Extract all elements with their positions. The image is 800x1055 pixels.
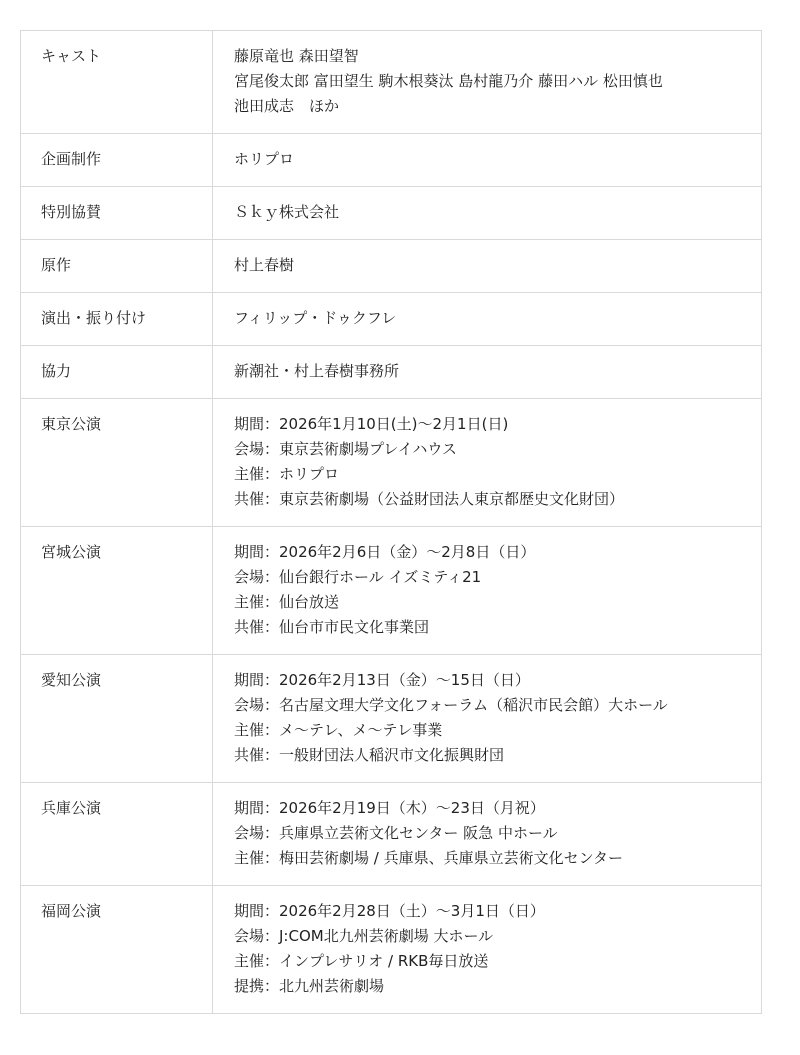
info-table-body — [21, 31, 762, 1014]
row-label: 福岡公演 — [21, 886, 213, 1014]
value-line: 村上春樹 — [234, 256, 295, 274]
value-line: 共催：一般財団法人稲沢市文化振興財団 — [234, 746, 505, 764]
value-line: 会場：名古屋文理大学文化フォーラム（稲沢市民会館）大ホール — [234, 696, 668, 714]
value-line: 期間：2026年2月6日（金）～2月8日（日） — [234, 543, 536, 561]
row-value — [213, 187, 762, 240]
value-line: Ｓｋｙ株式会社 — [234, 203, 340, 221]
row-label: 企画制作 — [21, 134, 213, 187]
row-value — [213, 346, 762, 399]
row-label: 原作 — [21, 240, 213, 293]
value-line: 共催：東京芸術劇場（公益財団法人東京都歴史文化財団） — [234, 490, 625, 508]
value-line: 期間：2026年1月10日(土)～2月1日(日) — [234, 415, 509, 433]
value-line: 主催：梅田芸術劇場 / 兵庫県、兵庫県立芸術文化センター — [234, 849, 623, 867]
table-row — [21, 399, 762, 527]
value-line: 会場：兵庫県立芸術文化センター 阪急 中ホール — [234, 824, 558, 842]
value-line: 提携：北九州芸術劇場 — [234, 977, 385, 995]
value-line: 共催：仙台市市民文化事業団 — [234, 618, 430, 636]
value-line: フィリップ・ドゥクフレ — [234, 309, 397, 327]
value-line: 宮尾俊太郎 富田望生 駒木根葵汰 島村龍乃介 藤田ハル 松田慎也 — [234, 72, 663, 90]
table-row — [21, 240, 762, 293]
row-label: 愛知公演 — [21, 655, 213, 783]
value-line: 会場：仙台銀行ホール イズミティ21 — [234, 568, 482, 586]
value-line: ホリプロ — [234, 150, 295, 168]
row-value — [213, 31, 762, 134]
table-row — [21, 783, 762, 886]
value-line: 主催：メ～テレ、メ～テレ事業 — [234, 721, 443, 739]
value-line: 主催：ホリプロ — [234, 465, 340, 483]
table-row — [21, 293, 762, 346]
row-label: 東京公演 — [21, 399, 213, 527]
table-row — [21, 134, 762, 187]
table-row — [21, 187, 762, 240]
info-table — [20, 30, 762, 1014]
table-row — [21, 655, 762, 783]
row-value — [213, 240, 762, 293]
value-line: 期間：2026年2月28日（土）～3月1日（日） — [234, 902, 545, 920]
value-line: 会場：J:COM北九州芸術劇場 大ホール — [234, 927, 494, 945]
row-value — [213, 527, 762, 655]
row-value — [213, 655, 762, 783]
row-label: 兵庫公演 — [21, 783, 213, 886]
value-line: 主催：インプレサリオ / RKB毎日放送 — [234, 952, 489, 970]
row-value — [213, 783, 762, 886]
row-label: 演出・振り付け — [21, 293, 213, 346]
row-value — [213, 293, 762, 346]
table-row — [21, 527, 762, 655]
value-line: 会場：東京芸術劇場プレイハウス — [234, 440, 457, 458]
value-line: 期間：2026年2月13日（金）～15日（日） — [234, 671, 530, 689]
row-label: 協力 — [21, 346, 213, 399]
row-label: 宮城公演 — [21, 527, 213, 655]
table-row — [21, 886, 762, 1014]
table-row — [21, 346, 762, 399]
row-value — [213, 886, 762, 1014]
row-value — [213, 399, 762, 527]
table-row — [21, 31, 762, 134]
row-value — [213, 134, 762, 187]
row-label: 特別協賛 — [21, 187, 213, 240]
value-line: 期間：2026年2月19日（木）～23日（月祝） — [234, 799, 545, 817]
value-line: 藤原竜也 森田望智 — [234, 47, 359, 65]
row-label: キャスト — [21, 31, 213, 134]
value-line: 新潮社・村上春樹事務所 — [234, 362, 400, 380]
value-line: 主催：仙台放送 — [234, 593, 340, 611]
value-line: 池田成志 ほか — [234, 97, 340, 115]
